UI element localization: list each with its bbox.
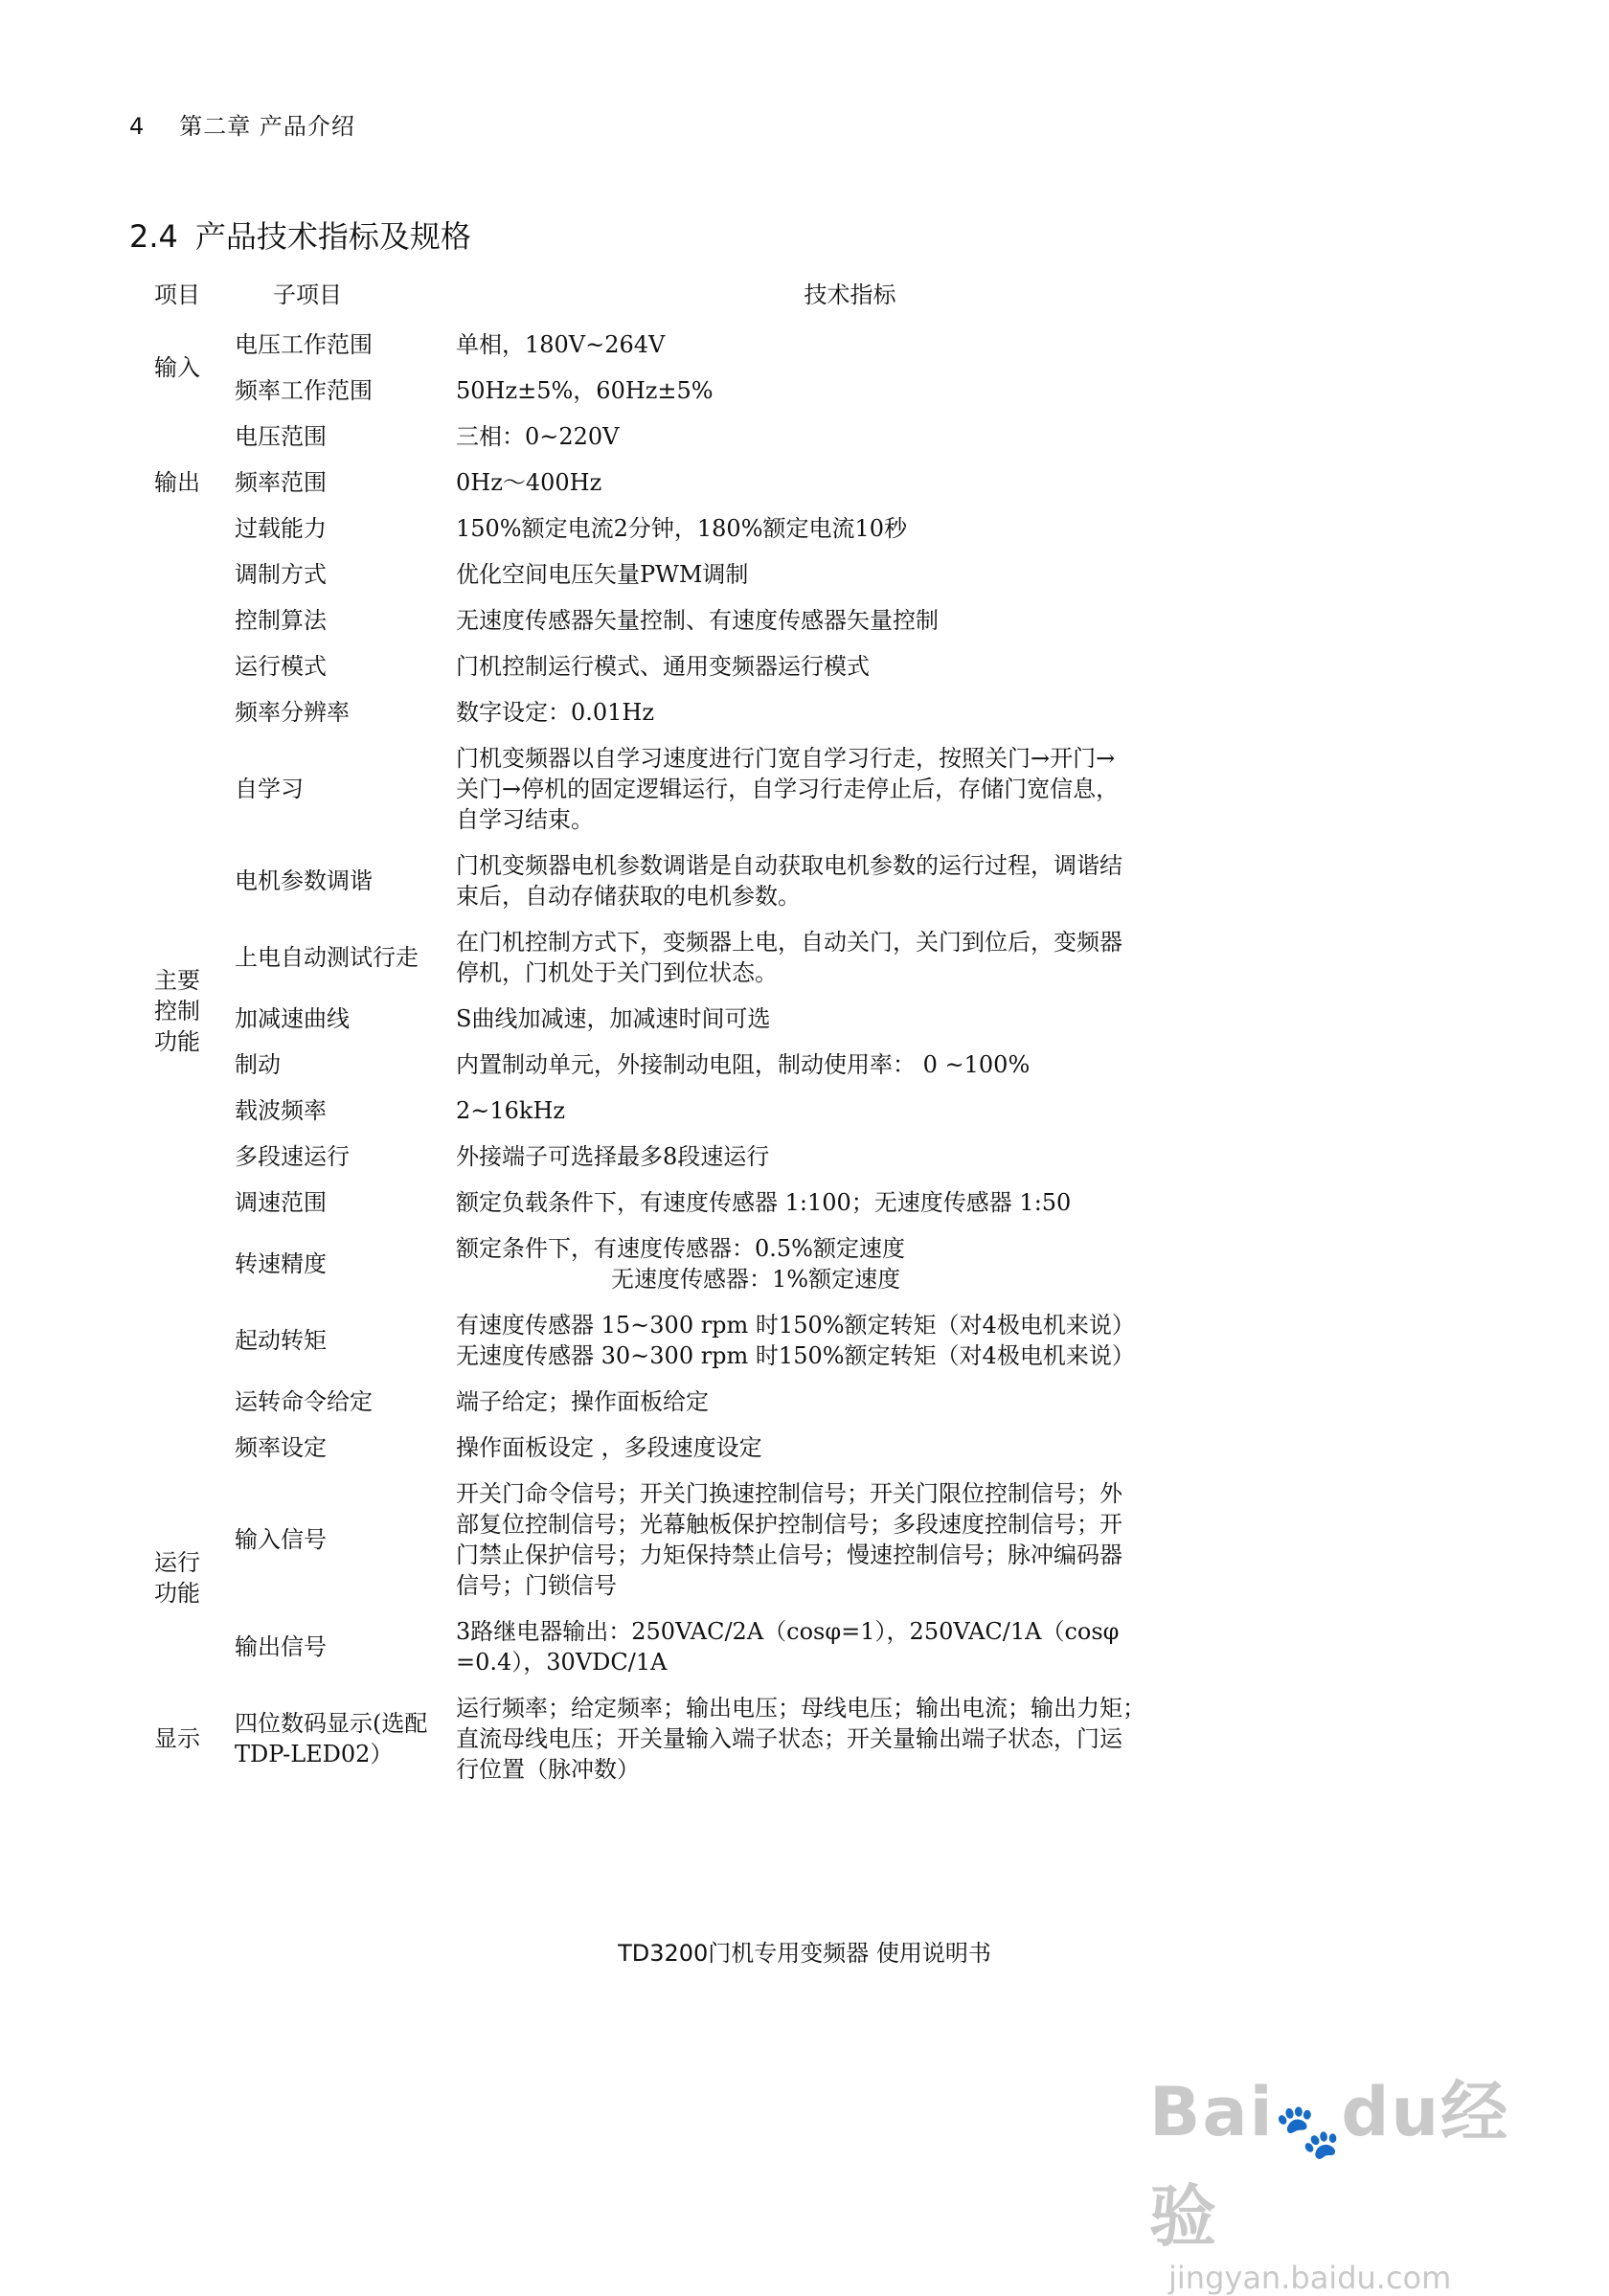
- section-number: 2.4: [129, 218, 178, 255]
- spec-line: 部复位控制信号；光幕触板保护控制信号；多段速度控制信号；开: [456, 1511, 1122, 1538]
- category-output: 输出: [154, 469, 200, 496]
- spec-line: 无速度传感器 30~300 rpm 时150%额定转矩（对4极电机来说）: [456, 1342, 1135, 1369]
- subitem: 转速精度: [235, 1250, 327, 1277]
- spec-line: =0.4），30VDC/1A: [456, 1649, 668, 1676]
- page-header: [129, 107, 355, 141]
- subitem: 运行模式: [235, 653, 327, 680]
- category-line: 控制: [154, 998, 200, 1024]
- category-line: 运行: [154, 1549, 200, 1576]
- subitem: 电压工作范围: [235, 331, 373, 358]
- header-spec: 技术指标: [804, 281, 896, 308]
- watermark-logo: [1149, 2059, 1532, 2260]
- subitem: 起动转矩: [235, 1327, 327, 1354]
- table-row: [129, 1134, 1259, 1180]
- subitem: 输入信号: [235, 1526, 327, 1553]
- spec-value: [441, 1088, 1259, 1134]
- spec-value: [441, 506, 1259, 551]
- table-row: [129, 843, 1259, 919]
- subitem: 调速范围: [235, 1189, 327, 1216]
- baidu-jingyan-watermark: [1149, 2059, 1532, 2296]
- category-display: 显示: [154, 1725, 200, 1752]
- spec-line: 外接端子可选择最多8段速运行: [456, 1143, 770, 1170]
- spec-line: 三相：0~220V: [456, 423, 620, 450]
- spec-value: [441, 1180, 1259, 1226]
- table-row: [129, 1180, 1259, 1226]
- table-row: [129, 551, 1259, 597]
- spec-line: 150%额定电流2分钟，180%额定电流10秒: [456, 515, 908, 542]
- spec-line: 端子给定；操作面板给定: [456, 1388, 709, 1415]
- spec-line: 操作面板设定 ，多段速度设定: [456, 1434, 762, 1461]
- spec-line: 0Hz～400Hz: [456, 469, 602, 496]
- watermark-brand-right: du: [1341, 2073, 1441, 2151]
- spec-value: [441, 1134, 1259, 1180]
- spec-line: 额定条件下，有速度传感器：0.5%额定速度: [456, 1235, 905, 1262]
- spec-value: [441, 1425, 1259, 1471]
- spec-table-header: [129, 268, 1259, 322]
- page-number: 4: [129, 113, 146, 140]
- subitem: 加减速曲线: [235, 1005, 350, 1032]
- spec-line: 束后，自动存储获取的电机参数。: [456, 883, 801, 910]
- subitem: 过载能力: [235, 515, 327, 542]
- subitem: 频率范围: [235, 469, 327, 496]
- section-heading: [129, 213, 471, 257]
- spec-line: 信号；门锁信号: [456, 1572, 617, 1599]
- footer-title: TD3200门机专用变频器 使用说明书: [618, 1940, 991, 1967]
- spec-line: 直流母线电压；开关量输入端子状态；开关量输出端子状态，门运: [456, 1725, 1122, 1752]
- table-row: [129, 506, 1259, 551]
- spec-line: 自学习结束。: [456, 806, 594, 833]
- category-input: 输入: [154, 354, 200, 381]
- table-row: [129, 1471, 1259, 1609]
- spec-value: [441, 1609, 1259, 1685]
- spec-value: [441, 919, 1259, 996]
- table-row: [129, 414, 1259, 460]
- spec-value: [441, 1226, 1259, 1302]
- table-row: [129, 597, 1259, 643]
- spec-line: 开关门命令信号；开关门换速控制信号；开关门限位控制信号；外: [456, 1480, 1122, 1507]
- table-row: [129, 368, 1259, 414]
- subitem: 调制方式: [235, 561, 327, 588]
- table-row: [129, 689, 1259, 735]
- subitem: 制动: [235, 1051, 281, 1078]
- spec-value: [441, 1685, 1259, 1792]
- table-row: [129, 1226, 1259, 1302]
- subitem: 输出信号: [235, 1633, 327, 1660]
- spec-line: 有速度传感器 15~300 rpm 时150%额定转矩（对4极电机来说）: [456, 1312, 1135, 1339]
- subitem: 多段速运行: [235, 1143, 350, 1170]
- category-line: 主要: [154, 967, 200, 994]
- subitem: 上电自动测试行走: [235, 944, 419, 971]
- paw-icon: 🐾: [1274, 2100, 1342, 2163]
- spec-line: 优化空间电压矢量PWM调制: [456, 561, 749, 588]
- spec-value: [441, 414, 1259, 460]
- watermark-brand-left: Bai: [1149, 2073, 1275, 2151]
- table-row: [129, 1302, 1259, 1379]
- spec-line: 停机，门机处于关门到位状态。: [456, 959, 778, 986]
- table-row: [129, 460, 1259, 506]
- spec-line: 数字设定：0.01Hz: [456, 699, 655, 726]
- table-row: [129, 1609, 1259, 1685]
- spec-value: [441, 597, 1259, 643]
- spec-line: 50Hz±5%，60Hz±5%: [456, 377, 714, 404]
- table-row: [129, 735, 1259, 843]
- spec-line: 单相，180V~264V: [456, 331, 666, 358]
- subitem: 控制算法: [235, 607, 327, 634]
- chapter-title: 第二章 产品介绍: [179, 113, 355, 140]
- spec-line: 门禁止保护信号；力矩保持禁止信号；慢速控制信号；脉冲编码器: [456, 1542, 1122, 1568]
- spec-line: 门机变频器电机参数调谐是自动获取电机参数的运行过程，调谐结: [456, 852, 1122, 879]
- spec-line: 3路继电器输出：250VAC/2A（cosφ=1），250VAC/1A（cosφ: [456, 1618, 1120, 1645]
- spec-line: 额定负载条件下，有速度传感器 1:100；无速度传感器 1:50: [456, 1189, 1072, 1216]
- spec-value: [441, 322, 1259, 368]
- spec-line: 门机变频器以自学习速度进行门宽自学习行走，按照关门→开门→: [456, 745, 1116, 772]
- spec-line: 运行频率；给定频率；输出电压；母线电压；输出电流；输出力矩；: [456, 1695, 1145, 1722]
- spec-value: [441, 1379, 1259, 1425]
- header-item: 项目: [154, 281, 200, 308]
- subitem: 载波频率: [235, 1097, 327, 1124]
- table-row: [129, 1088, 1259, 1134]
- spec-value: [441, 1471, 1259, 1609]
- spec-value: [441, 1042, 1259, 1088]
- subitem: 频率分辨率: [235, 699, 350, 726]
- table-row: [129, 919, 1259, 996]
- spec-value: [441, 996, 1259, 1042]
- category-main-control: [129, 551, 225, 1471]
- category-line: 功能: [154, 1028, 200, 1055]
- spec-line: 2~16kHz: [456, 1097, 566, 1124]
- table-row: [129, 1379, 1259, 1425]
- spec-line: 无速度传感器：1%额定速度: [611, 1266, 901, 1293]
- subitem: 频率工作范围: [235, 377, 373, 404]
- spec-line: 关门→停机的固定逻辑运行，自学习行走停止后，存储门宽信息，: [456, 776, 1120, 802]
- subitem: 电压范围: [235, 423, 327, 450]
- category-line: 功能: [154, 1580, 200, 1607]
- spec-value: [441, 460, 1259, 506]
- subitem: 自学习: [235, 776, 304, 802]
- table-row: [129, 322, 1259, 368]
- table-row: [129, 1425, 1259, 1471]
- spec-value: [441, 643, 1259, 689]
- spec-value: [441, 551, 1259, 597]
- spec-value: [441, 735, 1259, 843]
- spec-table: [129, 268, 1259, 1792]
- spec-line: 内置制动单元，外接制动电阻，制动使用率： 0 ~100%: [456, 1051, 1031, 1078]
- spec-value: [441, 1302, 1259, 1379]
- spec-line: 在门机控制方式下，变频器上电，自动关门，关门到位后，变频器: [456, 929, 1122, 956]
- spec-line: S曲线加减速，加减速时间可选: [456, 1005, 771, 1032]
- header-subitem: 子项目: [273, 281, 342, 308]
- section-title: 产品技术指标及规格: [194, 218, 471, 255]
- table-row: [129, 1685, 1259, 1792]
- watermark-url: jingyan.baidu.com: [1168, 2259, 1452, 2296]
- table-row: [129, 643, 1259, 689]
- subitem: 电机参数调谐: [235, 867, 373, 894]
- watermark-brand-cn: 经验: [1149, 2073, 1510, 2256]
- subitem: 运转命令给定: [235, 1388, 373, 1415]
- subitem: 四位数码显示(选配TDP-LED02）: [235, 1710, 428, 1767]
- table-row: [129, 996, 1259, 1042]
- table-row: [129, 1042, 1259, 1088]
- spec-value: [441, 843, 1259, 919]
- spec-value: [441, 368, 1259, 414]
- spec-value: [441, 689, 1259, 735]
- category-run-function: [129, 1471, 225, 1685]
- spec-line: 门机控制运行模式、通用变频器运行模式: [456, 653, 870, 680]
- spec-line: 行位置（脉冲数）: [456, 1756, 640, 1783]
- spec-line: 无速度传感器矢量控制、有速度传感器矢量控制: [456, 607, 939, 634]
- subitem: 频率设定: [235, 1434, 327, 1461]
